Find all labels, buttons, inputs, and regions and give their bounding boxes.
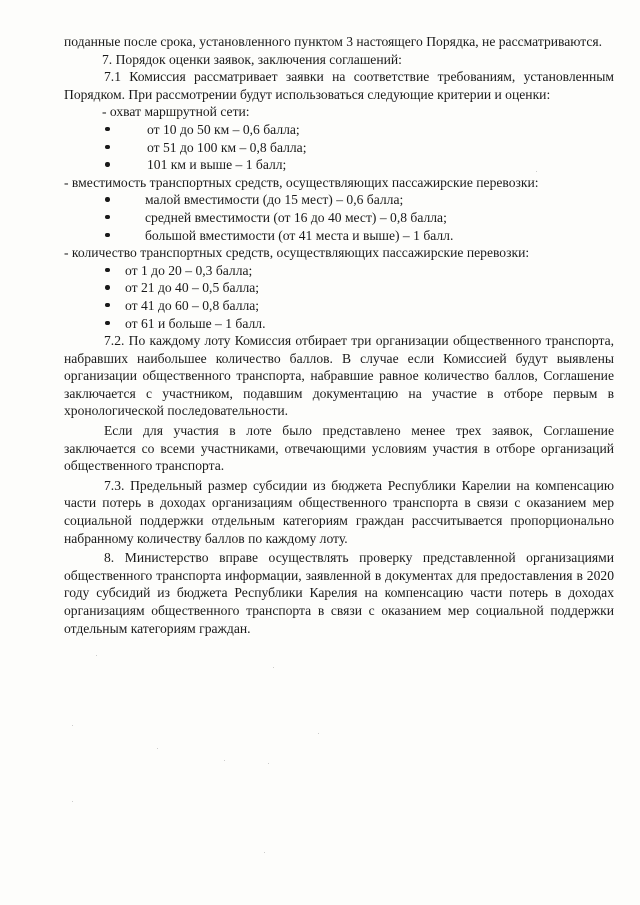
bullet-icon [105,233,110,238]
criterion-route-network-list [64,121,614,174]
bullet-icon [105,127,110,132]
criterion-vehicle-capacity: - вместимость транспортных средств, осуществляющих пассажирские перевозки: [64,174,539,190]
bullet-icon [105,303,110,308]
bullet-icon [105,145,110,150]
list-item: от 41 до 60 – 0,8 балла; [64,297,614,315]
bullet-icon [105,215,110,220]
section-7-title: 7. Порядок оценки заявок, заключения соглашений: [102,51,402,67]
list-item: от 1 до 20 – 0,3 балла; [64,262,614,280]
list-item: средней вместимости (от 16 до 40 мест) – 0,8 балла; [64,209,614,227]
bullet-icon [105,268,110,273]
intro-paragraph: поданные после срока, установленного пунктом 3 настоящего Порядка, не рассматриваются. [64,34,603,49]
bullet-icon [105,197,110,202]
list-item: 101 км и выше – 1 балл; [64,156,614,174]
criterion-route-network: - охват маршрутной сети: [102,104,250,120]
criterion-vehicle-capacity-list [64,191,614,244]
paragraph-7-3: 7.3. Предельный размер субсидии из бюджета Республики Карелии на компенсацию части потерь в доходах организациям общественного транспорта в связи с оказанием мер социальной поддержки отдельным категориям граждан рассчитывается пропорционально набранному количеству баллов по каждому лоту. [64,477,614,546]
bullet-icon [105,321,110,326]
list-item: большой вместимости (от 41 места и выше) – 1 балл. [64,227,614,245]
list-item: от 21 до 40 – 0,5 балла; [64,279,614,297]
paragraph-7-1: 7.1 Комиссия рассматривает заявки на соответствие требованиям, установленным Порядком. При рассмотрении будут использоваться следующие критерии и оценки: [64,69,614,102]
bullet-icon [105,162,110,167]
document-body [64,33,614,637]
paragraph-7-2: 7.2. По каждому лоту Комиссия отбирает три организации общественного транспорта, набравших наибольшее количество баллов. В случае если Комиссией будут выявлены организации общественного транспорта, набравшие равное количество баллов, Соглашение заключается с участником, подавшим документацию на участие в отборе первым в хронологической последовательности. [64,333,614,419]
list-item: малой вместимости (до 15 мест) – 0,6 балла; [64,191,614,209]
bullet-icon [105,285,110,290]
paragraph-7-2-continued: Если для участия в лоте было представлено менее трех заявок, Соглашение заключается со всеми участниками, отвечающими условиям участия в отборе организаций общественного транспорта. [64,423,614,474]
list-item: от 61 и больше – 1 балл. [64,315,614,333]
criterion-vehicle-count: - количество транспортных средств, осуществляющих пассажирские перевозки: [64,245,530,261]
criterion-vehicle-count-list [64,262,614,332]
list-item: от 51 до 100 км – 0,8 балла; [64,139,614,157]
paragraph-8: 8. Министерство вправе осуществлять проверку представленной организациями общественного транспорта информации, заявленной в документах для предоставления в 2020 году субсидий из бюджета Республики Карелия на компенсацию части потерь в доходах организациям общественного транспорта в связи с оказанием мер социальной поддержки отдельным категориям граждан. [64,550,614,636]
list-item: от 10 до 50 км – 0,6 балла; [64,121,614,139]
